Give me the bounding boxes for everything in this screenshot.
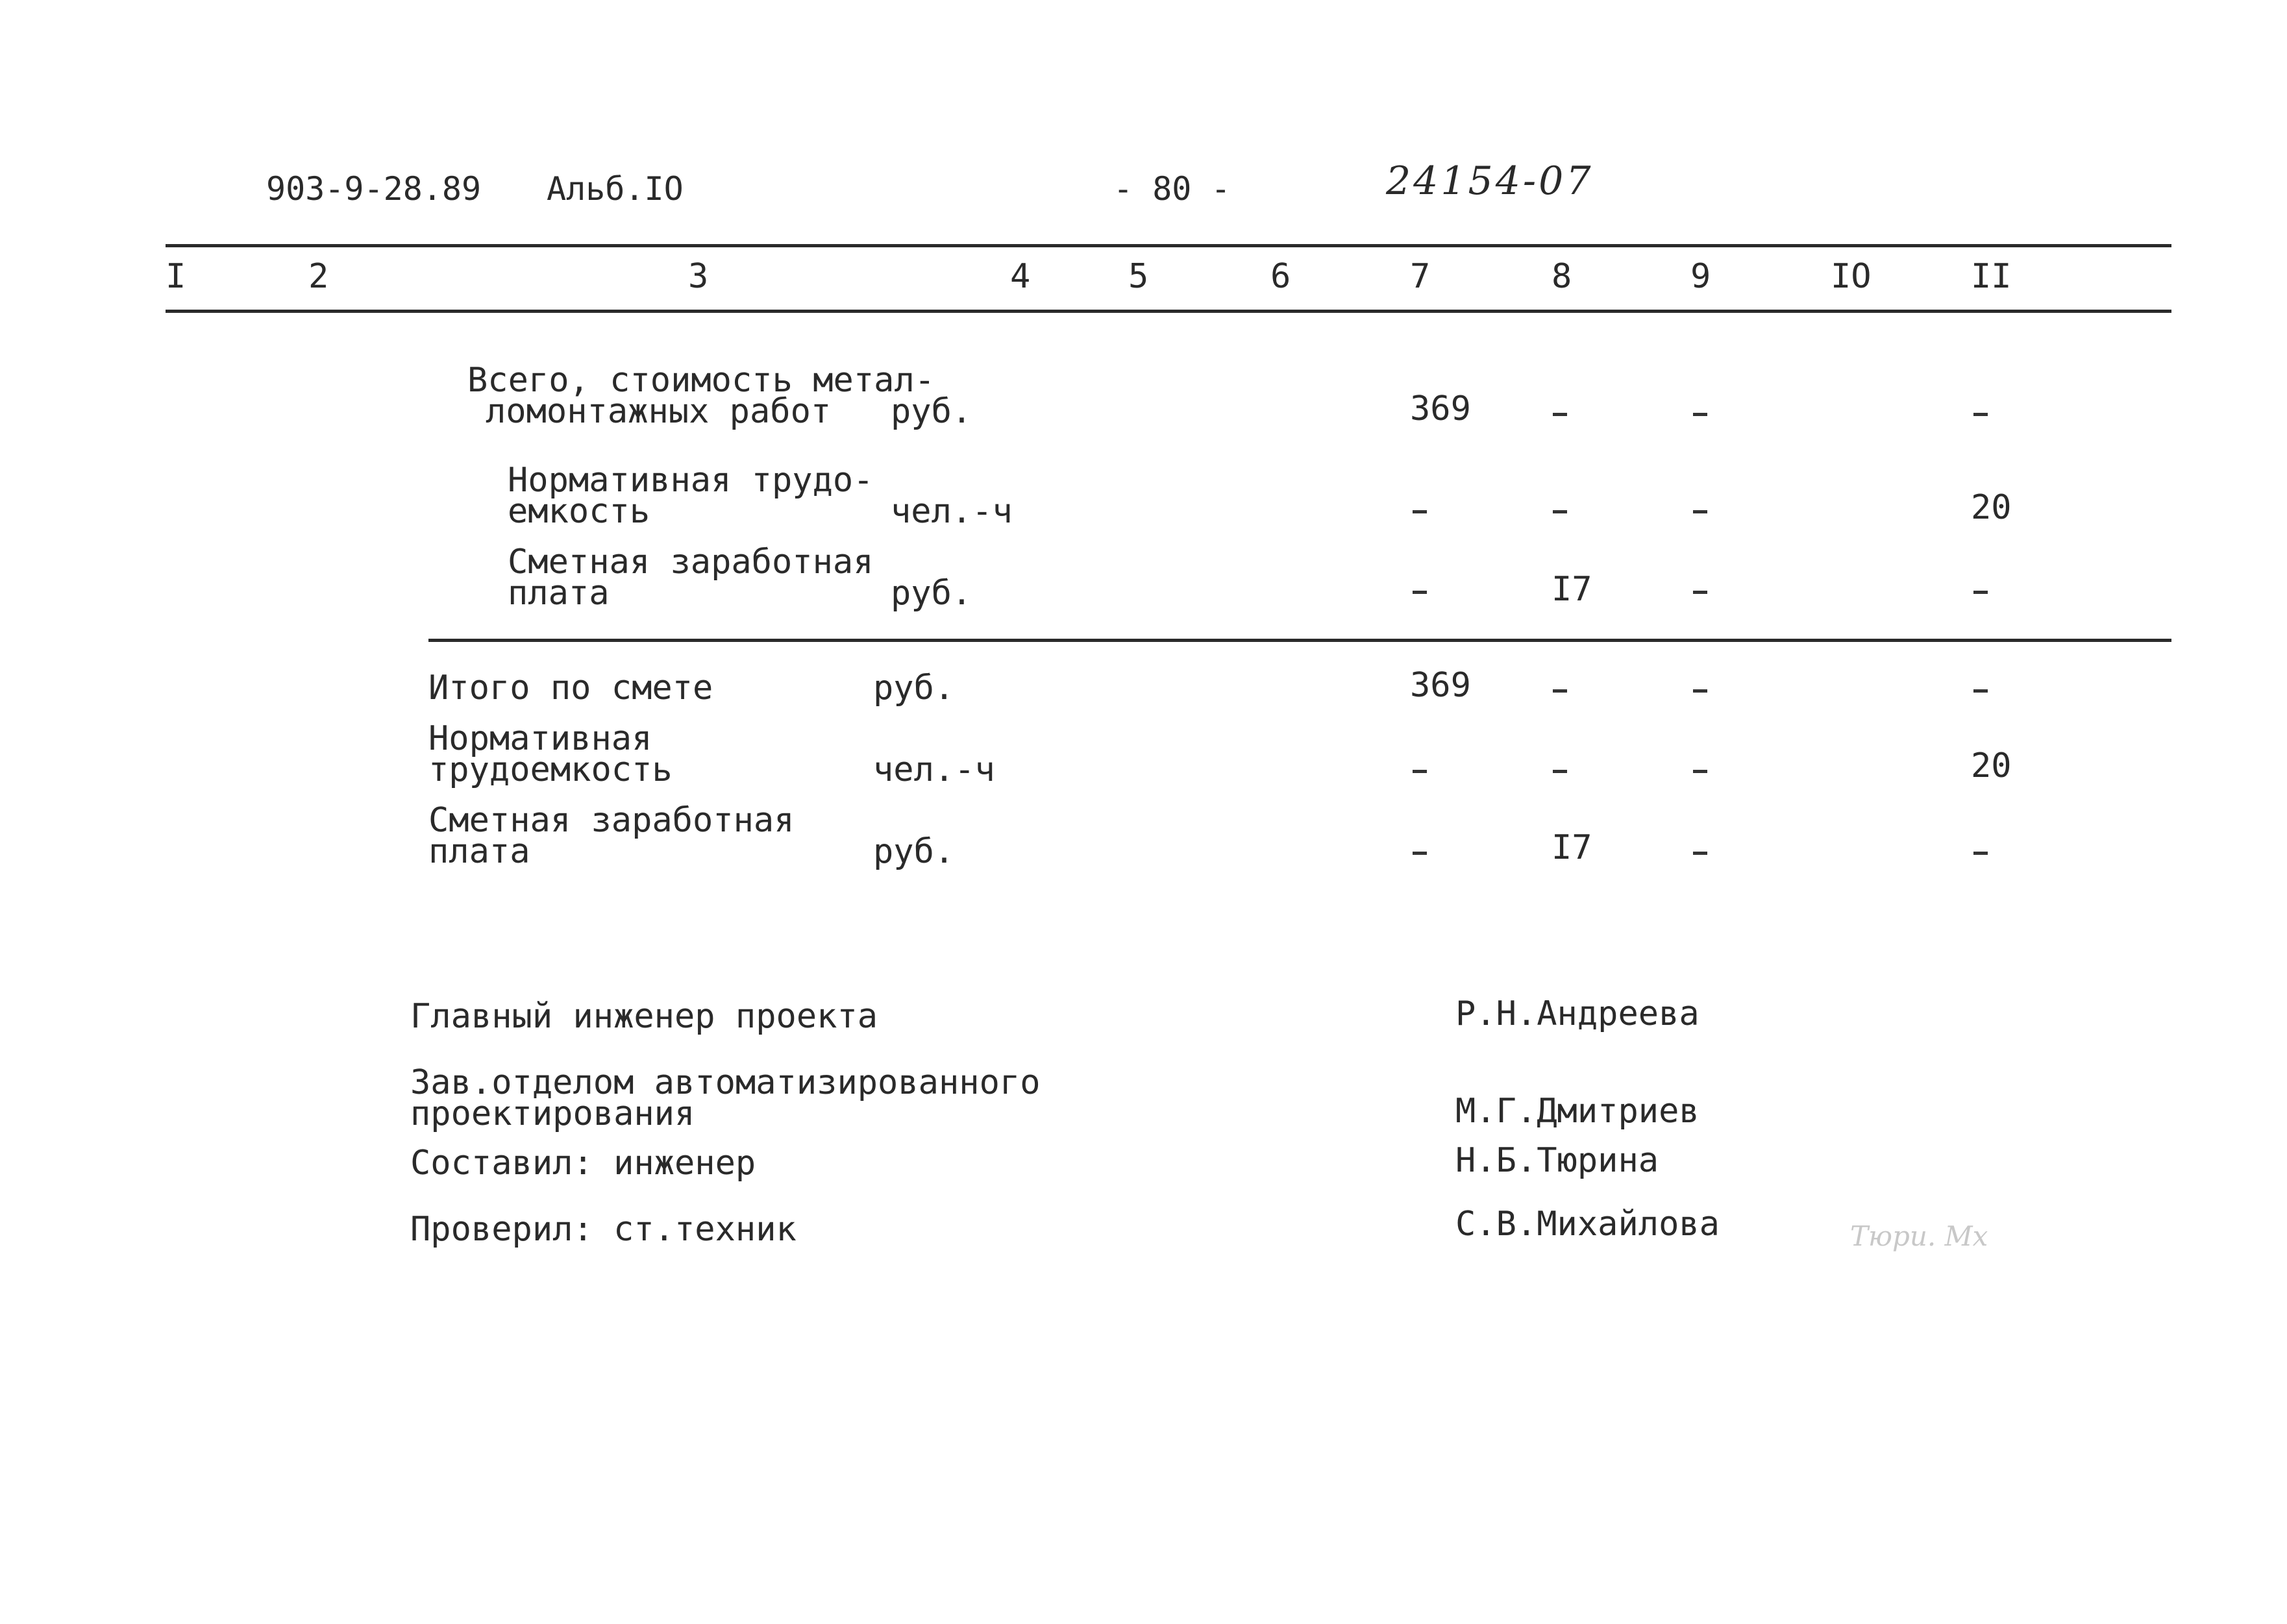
dash-col11 — [1973, 591, 1988, 594]
column-number: 4 — [1010, 257, 1031, 296]
totals-label-line2: плата — [428, 832, 530, 871]
signature-name: М.Г.Дмитриев — [1455, 1092, 1700, 1131]
column-number: I — [166, 257, 186, 296]
dash-col9 — [1693, 689, 1707, 693]
row-value-col8: I7 — [1551, 570, 1592, 609]
column-number: 2 — [308, 257, 329, 296]
totals-label-line1: Сметная заработная — [428, 801, 795, 840]
document-code: 903-9-28.89 — [266, 170, 482, 208]
column-number: 7 — [1410, 257, 1431, 296]
top-rule — [166, 244, 2171, 247]
totals-label-line1: Итого по смете — [428, 669, 713, 707]
row-label-line2: ломонтажных работ — [486, 392, 832, 431]
dash-col7 — [1413, 510, 1427, 513]
signature-role: Зав.отделом автоматизированного — [410, 1063, 1041, 1102]
row-label-line1: Нормативная трудо- — [508, 461, 874, 500]
column-header-rule — [166, 310, 2171, 313]
signature-role: Проверил: ст.техник — [410, 1210, 797, 1249]
dash-col7 — [1413, 770, 1427, 773]
totals-unit: руб. — [873, 832, 955, 871]
dash-col9 — [1693, 413, 1707, 416]
column-number: 9 — [1690, 257, 1711, 296]
signature-role: Составил: инженер — [410, 1144, 756, 1183]
dash-col8 — [1553, 413, 1567, 416]
album-label: Альб.IO — [547, 170, 684, 208]
column-number: 8 — [1551, 257, 1572, 296]
dash-col7 — [1413, 852, 1427, 855]
dash-col8 — [1553, 510, 1567, 513]
faint-signature-mark: Тюри. Мх — [1850, 1220, 1988, 1252]
signature-name: Н.Б.Тюрина — [1455, 1141, 1659, 1180]
row-value-col7: 369 — [1410, 389, 1471, 428]
row-label-line1: Сметная заработная — [508, 543, 874, 582]
row-unit: руб. — [891, 574, 972, 613]
totals-unit: руб. — [873, 669, 955, 707]
signature-role-line2: проектирования — [410, 1094, 695, 1133]
totals-value-col7: 369 — [1410, 666, 1471, 705]
totals-value-col8: I7 — [1551, 828, 1592, 867]
dash-col9 — [1693, 591, 1707, 594]
column-number: 5 — [1128, 257, 1149, 296]
dash-col11 — [1973, 689, 1988, 693]
dash-col9 — [1693, 510, 1707, 513]
totals-label-line1: Нормативная — [428, 719, 652, 758]
row-value-col11: 20 — [1971, 488, 2012, 527]
column-number: 6 — [1270, 257, 1291, 296]
dash-col8 — [1553, 770, 1567, 773]
dash-col9 — [1693, 852, 1707, 855]
signature-name: Р.Н.Андреева — [1455, 994, 1700, 1033]
column-number: IO — [1831, 257, 1872, 296]
column-number: 3 — [688, 257, 709, 296]
signature-role: Главный инженер проекта — [410, 997, 878, 1036]
column-number: II — [1971, 257, 2012, 296]
row-label-line1: Всего, стоимость метал- — [467, 361, 935, 400]
dash-col11 — [1973, 413, 1988, 416]
row-unit: чел.-ч — [891, 492, 1013, 531]
handwritten-number: 24154-07 — [1386, 158, 1594, 204]
page-number: - 80 - — [1113, 170, 1231, 208]
dash-col9 — [1693, 770, 1707, 773]
totals-unit: чел.-ч — [873, 750, 995, 789]
totals-rule — [428, 639, 2171, 642]
dash-col7 — [1413, 591, 1427, 594]
row-label-line2: плата — [508, 574, 610, 613]
signature-name: С.В.Михайлова — [1455, 1205, 1720, 1244]
row-label-line2: емкость — [508, 492, 650, 531]
totals-label-line2: трудоемкость — [428, 750, 673, 789]
totals-value-col11: 20 — [1971, 746, 2012, 785]
row-unit: руб. — [891, 392, 972, 431]
dash-col11 — [1973, 852, 1988, 855]
dash-col8 — [1553, 689, 1567, 693]
